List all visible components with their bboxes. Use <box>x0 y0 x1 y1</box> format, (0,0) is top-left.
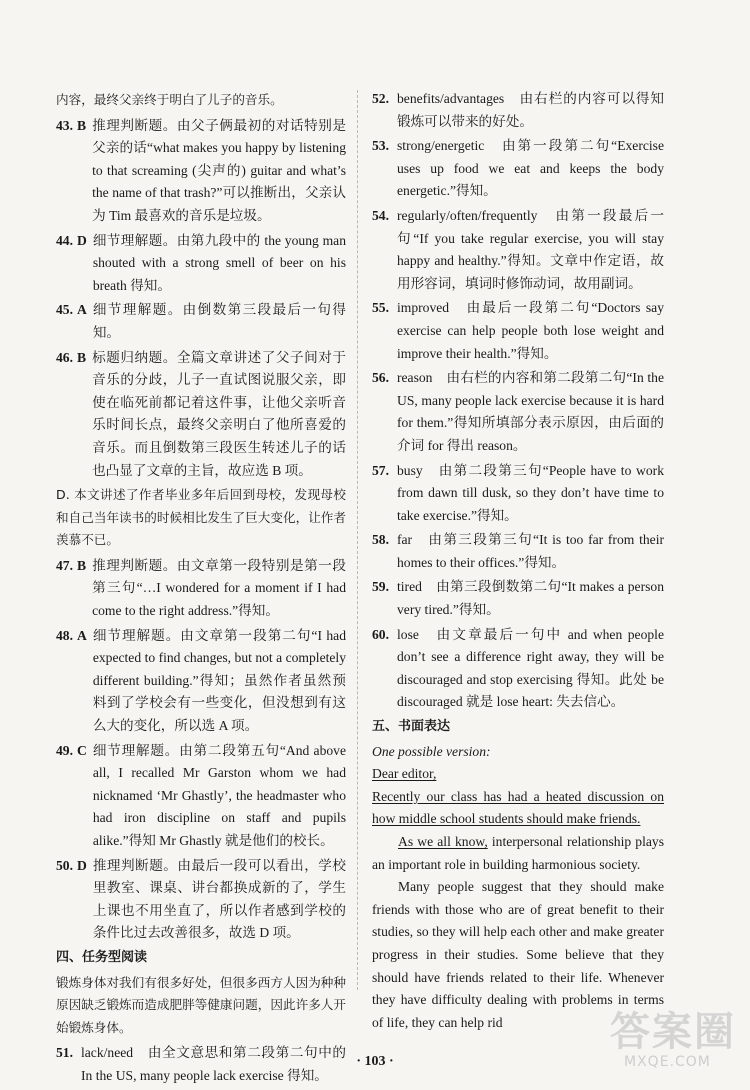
section-heading-5: 五、书面表达 <box>372 719 451 735</box>
page-number: · 103 · <box>356 1054 394 1069</box>
answer-56: 56. reason 由右栏的内容和第二段第二句“In the US, many people lack exercise because it is hard for them.”得知所填部分表示原因，由后面的介词 for 得出 reason。 <box>372 370 664 453</box>
answer-50: 50. D 推理判断题。由最后一段可以看出，学校里教室、课桌、讲台都换成新的了，学生上课也不用坐直了，所以作者感到学校的条件比过去改善很多，故选 D 项。 <box>56 857 346 941</box>
watermark-main: 答案圈 <box>610 1009 736 1055</box>
section-heading-4: 四、任务型阅读 <box>56 949 148 965</box>
right-column <box>372 88 664 1034</box>
answer-52: 52. benefits/advantages 由右栏的内容可以得知锻炼可以带来的好处。 <box>372 91 664 129</box>
answer-47: 47. B 推理判断题。由文章第一段特别是第一段第三句“…I wondered for a moment if I had come to the right address.”得知。 <box>56 557 346 619</box>
answer-59: 59. tired 由第三段倒数第二句“It makes a person very tired.”得知。 <box>372 579 664 618</box>
left-column <box>56 88 346 1090</box>
essay-phrase-underlined: As we all know, <box>398 834 488 849</box>
answer-51: 51. lack/need 由全文意思和第二段第二句中的 In the US, many people lack exercise 得知。 <box>56 1045 346 1083</box>
essay-salutation: Dear editor, <box>372 766 437 782</box>
answer-44: 44. D 细节理解题。由第九段中的 the young man shouted with a strong smell of beer on his breath 得知。 <box>56 232 346 293</box>
answer-48: 48. A 细节理解题。由文章第一段第二句“I had expected to find changes, but not a completely different building.”得知；虽然作者虽然预料到了学校会有一些变化，但没想到有这么大的变化，所以选 A 项。 <box>56 627 346 734</box>
watermark-logo <box>610 1010 740 1076</box>
essay-paragraph-2 <box>372 831 664 876</box>
watermark-url: MXQE.COM <box>624 1054 711 1070</box>
intro-line: 内容，最终父亲终于明白了儿子的音乐。 <box>56 92 283 107</box>
answer-45: 45. A 细节理解题。由倒数第三段最后一句得知。 <box>56 302 346 340</box>
essay-paragraph-2-rest: interpersonal relationship plays an important role in building harmonious society. <box>372 834 664 872</box>
essay-paragraph-1: Recently our class has had a heated discussion on how middle school students should make friends. <box>372 788 664 827</box>
answer-57: 57. busy 由第二段第三句“People have to work from dawn till dusk, so they don’t have time to take exercise.”得知。 <box>372 462 664 523</box>
answer-43: 43. B 推理判断题。由父子俩最初的对话特别是父亲的话“what makes you happy by listening to that screaming (尖声的) guitar and what’s the name of that trash?”可以推断出，父亲认为 Tim 最喜欢的音乐是垃圾。 <box>56 117 346 223</box>
essay-paragraph-3: Many people suggest that they should make friends with those who are of great benefit to their studies, so they will help each other and make greater progress in their studies. Some believe that they should have friends related to their life. Whenever they have difficulty dealing with problems in terms of life, they can help rid <box>372 879 664 1030</box>
answer-53: 53. strong/energetic 由第一段第二句“Exercise uses up food we eat and keeps the body energetic.”得知。 <box>372 138 664 199</box>
passage-d-summary: D. 本文讲述了作者毕业多年后回到母校，发现母校和自己当年读书的时候相比发生了巨大变化，让作者羡慕不已。 <box>56 487 346 548</box>
answer-54: 54. regularly/often/frequently 由第一段最后一句“If you take regular exercise, you will stay happy and healthy.”得知。文章中作定语，故用形容词，填词时修饰动词，故用副词。 <box>372 207 664 291</box>
answer-49: 49. C 细节理解题。由第二段第五句“And above all, I recalled Mr Garston whom we had nicknamed ‘Mr Ghastly’, the headmaster who had iron discipline on staff and pupils alike.”得知 Mr Ghastly 就是他们的校长。 <box>56 742 346 848</box>
task-reading-summary: 锻炼身体对我们有很多好处，但很多西方人因为种种原因缺乏锻炼而造成肥胖等健康问题，因此许多人开始锻炼身体。 <box>56 974 346 1035</box>
answer-55: 55. improved 由最后一段第二句“Doctors say exercise can help people both lose weight and improve their health.”得知。 <box>372 300 664 361</box>
answer-46: 46. B 标题归纳题。全篇文章讲述了父子间对于音乐的分歧，儿子一直试图说服父亲，即使在临死前都记着这件事，让他父亲听音乐时间长点，最终父亲明白了他所喜爱的音乐。而且倒数第三段医生转述儿子的话也凸显了文章的主旨，故应选 B 项。 <box>56 349 346 478</box>
answer-58: 58. far 由第三段第三句“It is too far from their homes to their offices.”得知。 <box>372 532 664 570</box>
answer-60: 60. lose 由文章最后一句中 and when people don’t see a difference right away, they will be discouraged and stop exercising 得知。此处 be discouraged 就是 lose heart: 失去信心。 <box>372 626 664 710</box>
column-divider <box>357 90 358 990</box>
possible-version-label: One possible version: <box>372 743 491 759</box>
